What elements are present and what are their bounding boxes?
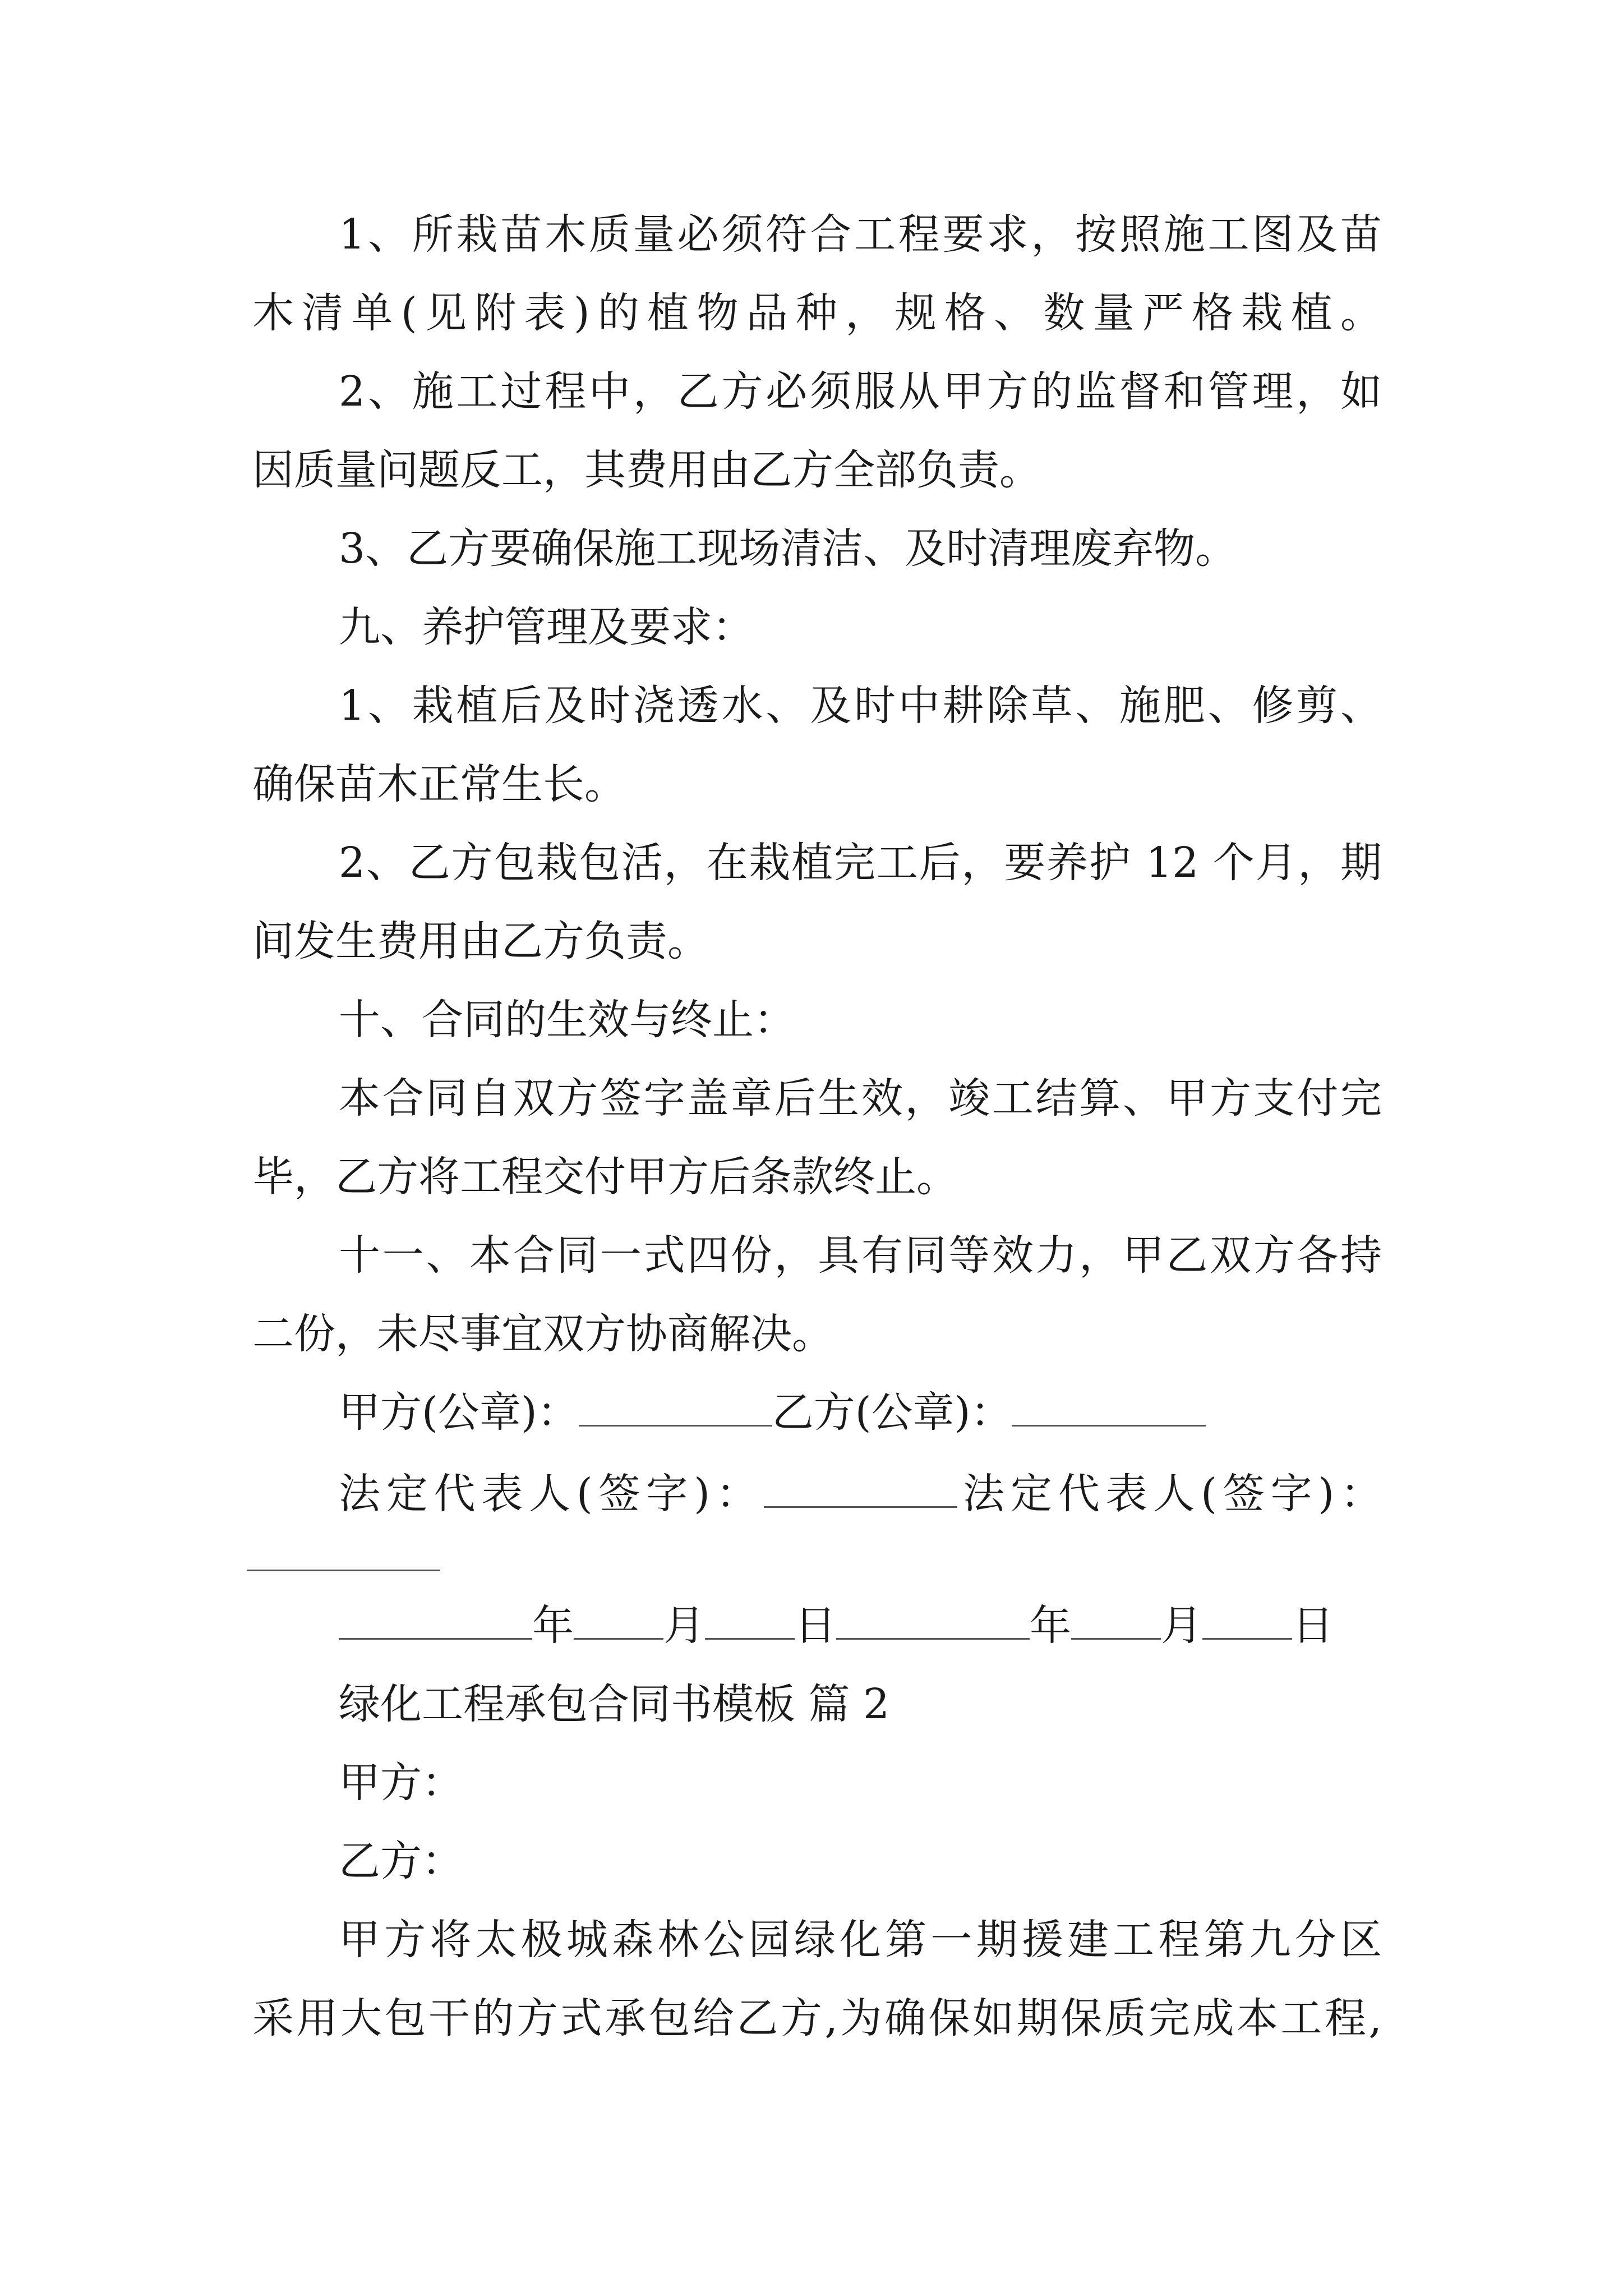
seal-row xyxy=(339,1384,1206,1441)
rep-b-blank xyxy=(247,1570,440,1571)
text-line: 毕，乙方将工程交付甲方后条款终止。 xyxy=(252,1153,958,1201)
date-b-year-label: 年 xyxy=(1030,1602,1071,1650)
date-b-month-label: 月 xyxy=(1161,1602,1202,1650)
text-line: 二份，未尽事宜双方协商解决。 xyxy=(252,1310,833,1358)
date-a-month-blank xyxy=(574,1638,663,1640)
text-line: 1、所栽苗木质量必须符合工程要求，按照施工图及苗 xyxy=(339,210,1382,259)
text-line: 十一、本合同一式四份，具有同等效力，甲乙双方各持 xyxy=(339,1231,1382,1280)
text-line: 确保苗木正常生长。 xyxy=(252,760,626,808)
text-line: 3、乙方要确保施工现场清洁、及时清理废弃物。 xyxy=(339,524,1237,573)
text-line: 木清单(见附表)的植物品种，规格、数量严格栽植。 xyxy=(252,289,1382,337)
rep-b-label: 法定代表人(签字)： xyxy=(957,1470,1382,1518)
date-a-day-blank xyxy=(705,1638,795,1640)
text-line: 因质量问题反工，其费用由乙方全部负责。 xyxy=(252,446,1041,494)
text-line: 1、栽植后及时浇透水、及时中耕除草、施肥、修剪、 xyxy=(339,682,1382,730)
rep-a-label: 法定代表人(签字)： xyxy=(339,1470,764,1518)
party-b-line: 乙方： xyxy=(339,1837,463,1885)
text-line: 2、施工过程中，乙方必须服从甲方的监督和管理，如 xyxy=(339,367,1382,416)
date-a-year-blank xyxy=(339,1638,532,1640)
party-a-seal-label: 甲方(公章)： xyxy=(339,1388,579,1437)
text-line: 2、乙方包栽包活，在栽植完工后，要养护 12 个月，期 xyxy=(339,839,1382,887)
section2-title: 绿化工程承包合同书模板 篇 2 xyxy=(339,1680,890,1728)
rep-a-blank xyxy=(764,1506,957,1508)
date-b-year-blank xyxy=(836,1638,1030,1640)
date-a-month-label: 月 xyxy=(663,1602,705,1650)
party-a-seal-blank xyxy=(579,1425,772,1427)
section-heading: 九、养护管理及要求： xyxy=(339,603,754,651)
section-heading: 十、合同的生效与终止： xyxy=(339,996,795,1044)
text-line: 采用大包干的方式承包给乙方,为确保如期保质完成本工程, xyxy=(252,1994,1382,2042)
date-b-day-label: 日 xyxy=(1292,1602,1334,1650)
date-a-day-label: 日 xyxy=(795,1602,836,1650)
party-a-line: 甲方： xyxy=(339,1759,463,1807)
date-b-month-blank xyxy=(1071,1638,1161,1640)
text-line: 本合同自双方签字盖章后生效，竣工结算、甲方支付完 xyxy=(339,1074,1382,1122)
date-a-year-label: 年 xyxy=(532,1602,574,1650)
date-row xyxy=(339,1598,1334,1654)
representative-row xyxy=(339,1466,1382,1522)
text-line: 间发生费用由乙方负责。 xyxy=(252,917,709,965)
party-b-seal-label: 乙方(公章)： xyxy=(772,1388,1012,1437)
text-line: 甲方将太极城森林公园绿化第一期援建工程第九分区 xyxy=(339,1916,1382,1964)
party-b-seal-blank xyxy=(1012,1425,1206,1427)
date-b-day-blank xyxy=(1202,1638,1292,1640)
